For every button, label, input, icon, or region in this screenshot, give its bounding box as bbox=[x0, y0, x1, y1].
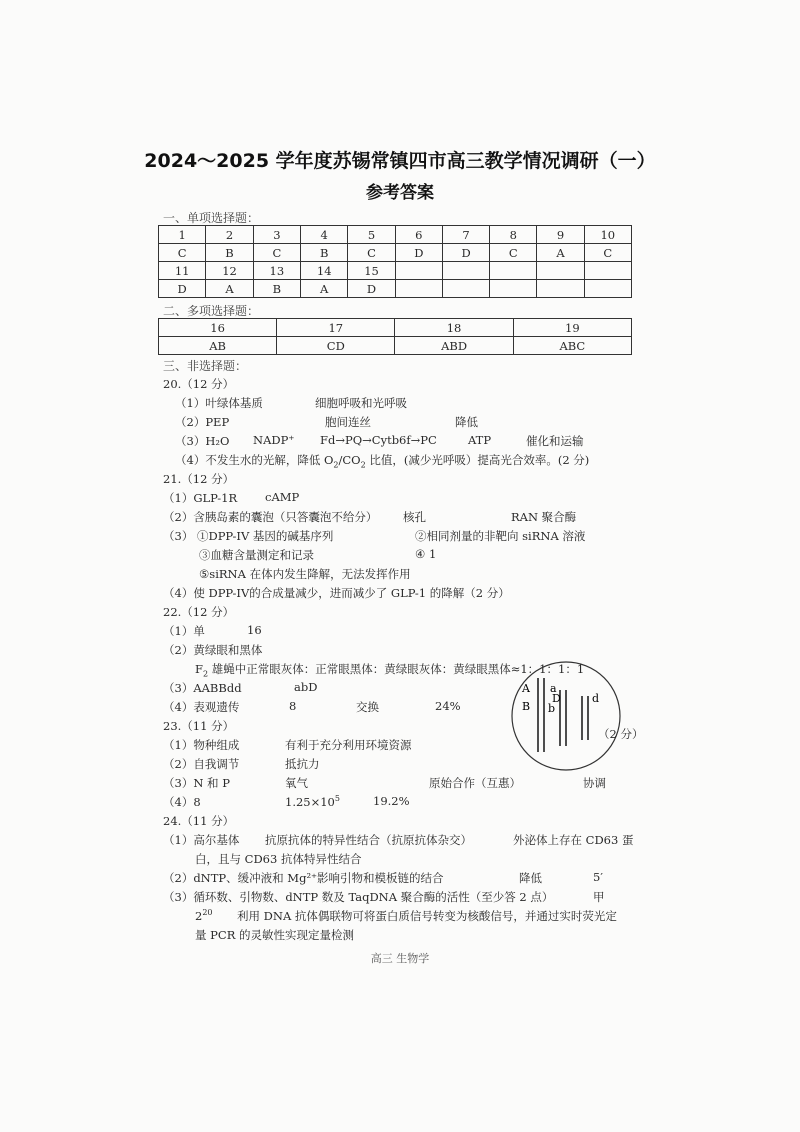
q24-answer-1b: 白，且与 CD63 抗体特异性结合 bbox=[195, 852, 362, 866]
table-cell: 18 bbox=[395, 319, 513, 337]
answer-text: 胞间连丝 bbox=[325, 415, 371, 429]
answer-text: ④ 1 bbox=[415, 547, 437, 561]
answer-text: （1）单 bbox=[163, 624, 205, 638]
table-cell: C bbox=[490, 244, 537, 262]
answer-text: 细胞呼吸和光呼吸 bbox=[315, 396, 407, 410]
diagram-score: （2 分） bbox=[598, 727, 644, 741]
gene-label: d bbox=[592, 692, 600, 705]
answer-text: 2 bbox=[195, 908, 203, 923]
table-cell bbox=[490, 262, 537, 280]
gene-label: B bbox=[522, 700, 531, 713]
table-cell bbox=[395, 262, 442, 280]
answer-text: （3）N 和 P bbox=[163, 776, 230, 790]
q22-answer-2: （2）黄绿眼和黑体 bbox=[163, 643, 263, 657]
answer-text: 核孔 bbox=[403, 510, 426, 524]
answer-text: 甲 bbox=[593, 890, 605, 904]
table-cell: C bbox=[159, 244, 206, 262]
answer-text: cAMP bbox=[265, 490, 300, 504]
answer-text: 催化和运输 bbox=[526, 434, 584, 448]
answer-text: （3）H₂O bbox=[175, 434, 230, 448]
q22-heading: 22.（12 分） bbox=[163, 605, 235, 619]
table-cell: 3 bbox=[253, 226, 300, 244]
table-row bbox=[159, 319, 632, 337]
answer-text: ③血糖含量测定和记录 bbox=[199, 548, 314, 562]
answer-text: （4）表观遗传 bbox=[163, 700, 240, 714]
chromosome-diagram bbox=[510, 660, 622, 772]
table-cell: 6 bbox=[395, 226, 442, 244]
table-cell: 5 bbox=[348, 226, 395, 244]
q24-heading: 24.（11 分） bbox=[163, 814, 235, 828]
table-cell: B bbox=[253, 280, 300, 298]
answer-text: （2）dNTP、缓冲液和 Mg²⁺ bbox=[163, 871, 318, 885]
answer-text: 雄蝇中正常眼灰体：正常眼黑体：黄绿眼灰体：黄绿眼黑体≈1：1：1：1 bbox=[208, 662, 585, 676]
table-cell: A bbox=[301, 280, 348, 298]
table-cell: CD bbox=[277, 337, 395, 355]
answer-text: （2）自我调节 bbox=[163, 757, 240, 771]
table-cell: C bbox=[348, 244, 395, 262]
answer-text: 5′ bbox=[593, 870, 603, 884]
table-cell: 10 bbox=[584, 226, 631, 244]
table-cell bbox=[395, 280, 442, 298]
table-cell: 12 bbox=[206, 262, 253, 280]
table-cell: C bbox=[584, 244, 631, 262]
q21-answer-6: （4）使 DPP-IV的合成量减少，进而减少了 GLP-1 的降解（2 分） bbox=[163, 586, 510, 600]
subscript: 2 bbox=[333, 460, 339, 470]
table-cell bbox=[584, 280, 631, 298]
answer-text: 8 bbox=[289, 699, 297, 713]
nonchoice-heading: 三、非选择题： bbox=[163, 359, 248, 373]
table-cell: D bbox=[442, 244, 489, 262]
answer-text: （1）叶绿体基质 bbox=[175, 396, 263, 410]
answer-text: abD bbox=[294, 680, 318, 694]
answer-text: 有利于充分利用环境资源 bbox=[285, 738, 412, 752]
answer-text: /CO bbox=[338, 453, 361, 467]
answer-text: NADP⁺ bbox=[253, 433, 295, 447]
table-cell: D bbox=[348, 280, 395, 298]
table-cell bbox=[537, 262, 584, 280]
q21-heading: 21.（12 分） bbox=[163, 472, 235, 486]
answer-text: 比值，(减少光呼吸）提高光合效率。(2 分) bbox=[365, 453, 590, 467]
gene-label: b bbox=[548, 702, 556, 715]
answer-text: （3）AABBdd bbox=[163, 681, 242, 695]
answer-text: 影响引物和模板链的结合 bbox=[317, 871, 444, 885]
page-footer: 高三 生物学 bbox=[370, 952, 430, 965]
table-cell: D bbox=[395, 244, 442, 262]
answer-text: ATP bbox=[468, 433, 492, 447]
table-cell: 8 bbox=[490, 226, 537, 244]
answer-text: 24% bbox=[435, 699, 461, 713]
table-cell: 7 bbox=[442, 226, 489, 244]
table-cell bbox=[442, 280, 489, 298]
table-cell: B bbox=[301, 244, 348, 262]
table-cell: A bbox=[537, 244, 584, 262]
table-cell: A bbox=[206, 280, 253, 298]
answer-text: 外泌体上存在 CD63 蛋 bbox=[513, 833, 634, 847]
answer-text: F bbox=[195, 662, 203, 676]
table-cell: ABC bbox=[513, 337, 631, 355]
table-cell bbox=[584, 262, 631, 280]
answer-text: ②相同剂量的非靶向 siRNA 溶液 bbox=[415, 529, 586, 543]
gene-label: A bbox=[522, 682, 530, 695]
table-row bbox=[159, 262, 632, 280]
table-row bbox=[159, 337, 632, 355]
single-choice-heading: 一、单项选择题： bbox=[163, 211, 260, 225]
answer-text: （4）8 bbox=[163, 795, 201, 809]
table-cell bbox=[537, 280, 584, 298]
gene-label: D bbox=[552, 692, 561, 705]
answer-text: 抗原抗体的特异性结合（抗原抗体杂交） bbox=[265, 833, 472, 847]
single-choice-table bbox=[158, 225, 632, 298]
table-cell: ABD bbox=[395, 337, 513, 355]
table-cell bbox=[490, 280, 537, 298]
answer-text: 抵抗力 bbox=[285, 757, 320, 771]
answer-text: 19.2% bbox=[373, 794, 410, 808]
answer-text: （4）不发生水的光解，降低 O bbox=[175, 453, 334, 467]
page-title: 2024～2025 学年度苏锡常镇四市高三教学情况调研（一） bbox=[144, 150, 656, 172]
table-cell: 19 bbox=[513, 319, 631, 337]
answer-text: 协调 bbox=[583, 776, 606, 790]
answer-text bbox=[285, 794, 340, 809]
table-row bbox=[159, 244, 632, 262]
answer-text: 利用 DNA 抗体偶联物可将蛋白质信号转变为核酸信号，并通过实时荧光定 bbox=[237, 909, 617, 923]
answer-text: （3） ①DPP-IV 基因的碱基序列 bbox=[163, 529, 334, 543]
subscript: 2 bbox=[360, 460, 366, 470]
table-cell: D bbox=[159, 280, 206, 298]
q20-heading: 20.（12 分） bbox=[163, 377, 235, 391]
table-cell: 11 bbox=[159, 262, 206, 280]
table-cell: 4 bbox=[301, 226, 348, 244]
answer-text: 16 bbox=[247, 623, 262, 637]
answer-text: 交换 bbox=[356, 700, 379, 714]
answer-text bbox=[195, 908, 213, 923]
answer-text: （2）含胰岛素的囊泡（只答囊泡不给分） bbox=[163, 510, 378, 524]
answer-text: RAN 聚合酶 bbox=[511, 510, 577, 524]
answer-text: （1）高尔基体 bbox=[163, 833, 240, 847]
table-cell: 17 bbox=[277, 319, 395, 337]
q23-heading: 23.（11 分） bbox=[163, 719, 235, 733]
table-cell: 15 bbox=[348, 262, 395, 280]
answer-text: 1.25×10 bbox=[285, 794, 335, 809]
table-cell: 14 bbox=[301, 262, 348, 280]
answer-text: 氧气 bbox=[285, 776, 308, 790]
answer-text: （1）物种组成 bbox=[163, 738, 240, 752]
table-cell: AB bbox=[159, 337, 277, 355]
table-cell: 13 bbox=[253, 262, 300, 280]
answer-text: 降低 bbox=[455, 415, 478, 429]
table-cell: 16 bbox=[159, 319, 277, 337]
table-cell: B bbox=[206, 244, 253, 262]
superscript: 5 bbox=[334, 794, 340, 803]
answer-text: （3）循环数、引物数、dNTP 数及 TaqDNA 聚合酶的活性（至少答 2 点） bbox=[163, 890, 554, 904]
answer-text: （1）GLP-1R bbox=[163, 491, 238, 505]
table-cell: C bbox=[253, 244, 300, 262]
answer-text: 降低 bbox=[519, 871, 542, 885]
q24-answer-3c: 量 PCR 的灵敏性实现定量检测 bbox=[195, 928, 355, 942]
multi-choice-heading: 二、多项选择题： bbox=[163, 304, 260, 318]
answer-text: Fd→PQ→Cytb6f→PC bbox=[320, 433, 437, 447]
table-cell bbox=[442, 262, 489, 280]
table-cell: 9 bbox=[537, 226, 584, 244]
table-row bbox=[159, 226, 632, 244]
multi-choice-table bbox=[158, 318, 632, 355]
table-cell: 2 bbox=[206, 226, 253, 244]
subscript: 2 bbox=[202, 669, 209, 679]
q21-answer-5: ⑤siRNA 在体内发生降解，无法发挥作用 bbox=[199, 567, 411, 581]
answer-text: （2）PEP bbox=[175, 415, 230, 429]
superscript: 20 bbox=[202, 908, 213, 917]
q20-answer-4 bbox=[175, 452, 589, 469]
answer-text: 原始合作（互惠） bbox=[429, 776, 521, 790]
table-cell: 1 bbox=[159, 226, 206, 244]
table-row bbox=[159, 280, 632, 298]
page-subtitle: 参考答案 bbox=[366, 183, 434, 203]
gene-label: a bbox=[550, 682, 557, 695]
